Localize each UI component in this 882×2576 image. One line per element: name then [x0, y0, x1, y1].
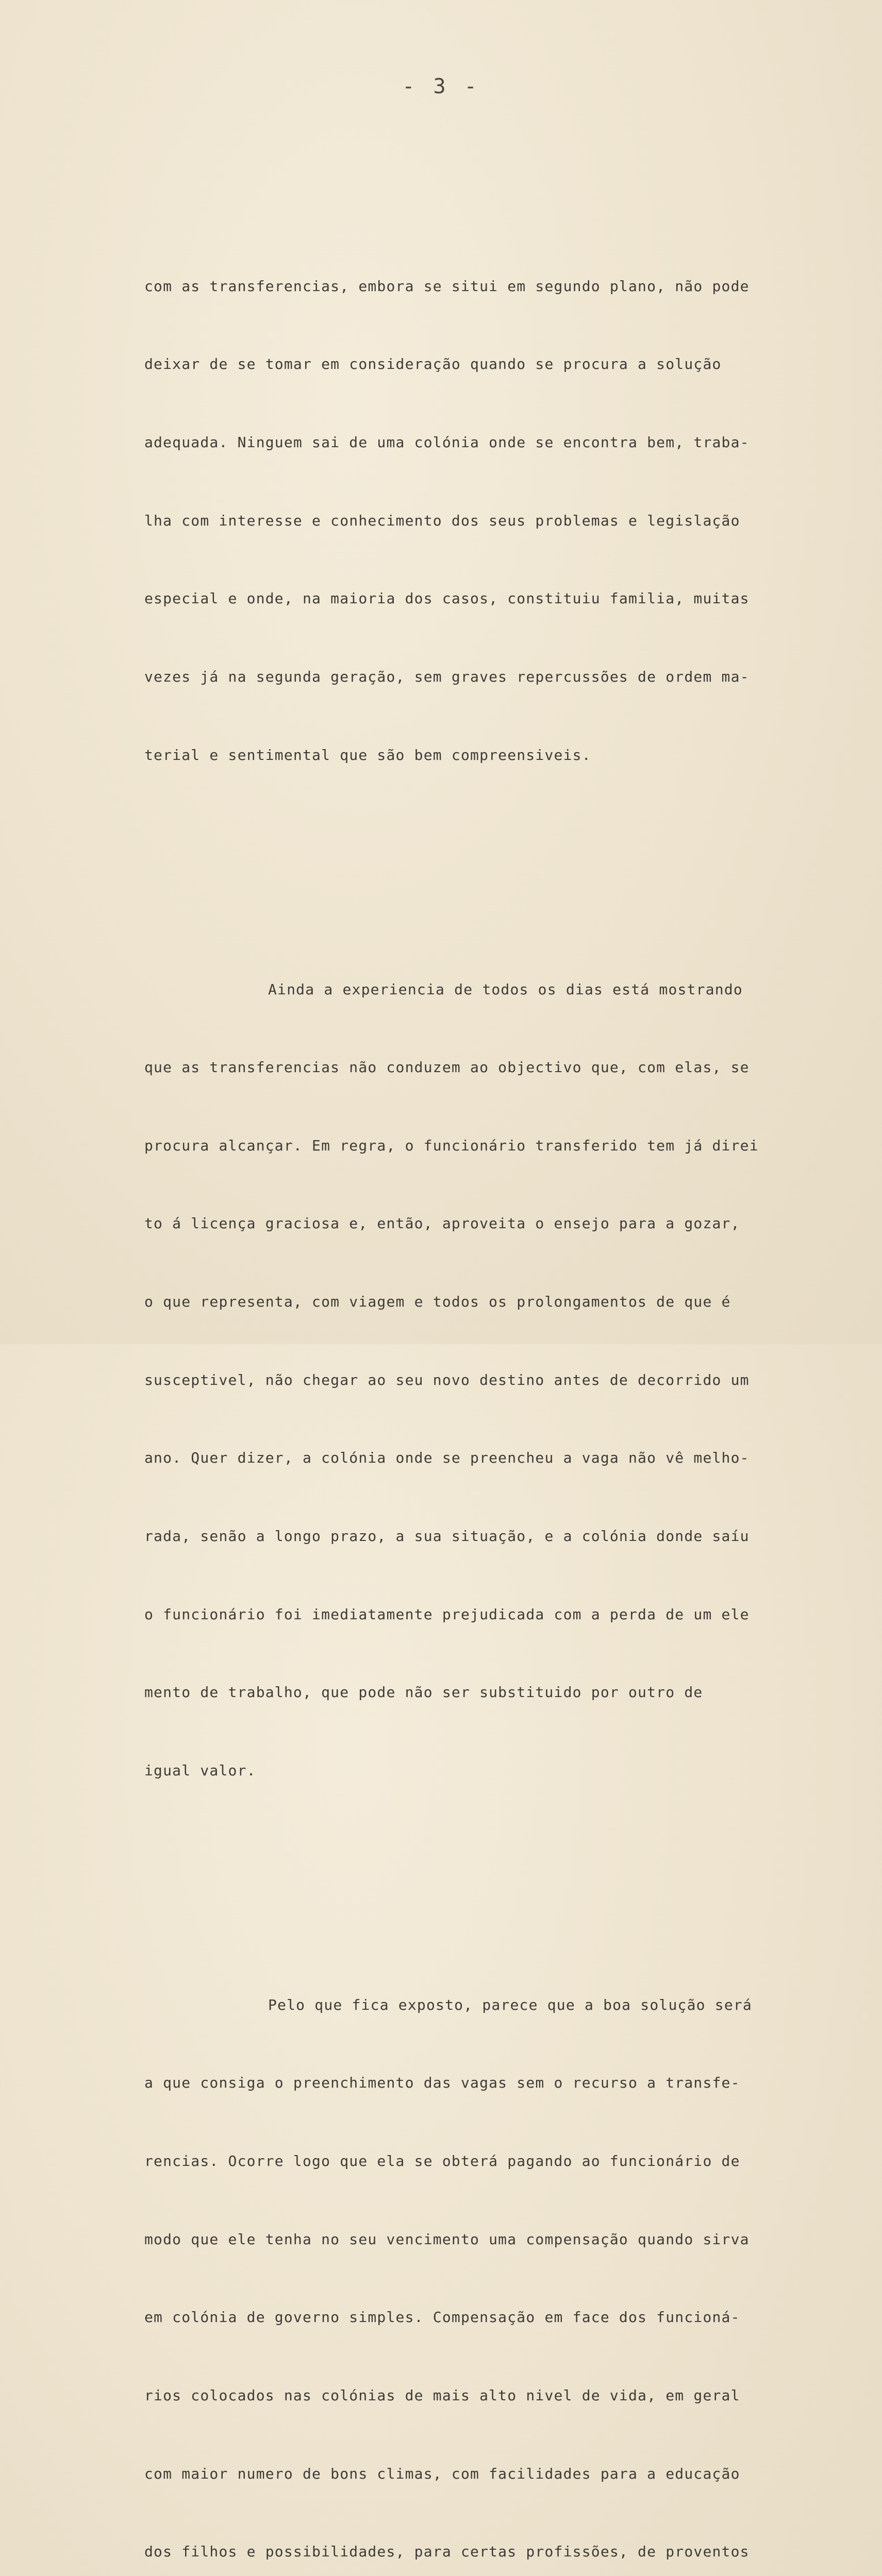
text-line: que as transferencias não conduzem ao objectivo que, com elas, se	[144, 1059, 750, 1076]
text-line: mento de trabalho, que pode não ser substituido por outro de	[144, 1684, 703, 1701]
text-line: o que representa, com viagem e todos os prolongamentos de que é	[144, 1293, 731, 1311]
text-line: rencias. Ocorre logo que ela se obterá pagando ao funcionário de	[144, 2153, 740, 2170]
text-line: modo que ele tenha no seu vencimento uma compensação quando sirva	[144, 2230, 750, 2248]
text-line: procura alcançar. Em regra, o funcionário transferido tem já direi	[144, 1137, 759, 1154]
text-line: lha com interesse e conhecimento dos seus problemas e legislação	[144, 512, 740, 529]
text-line: Ainda a experiencia de todos os dias está mostrando	[268, 980, 743, 998]
text-line: rios colocados nas colónias de mais alto nivel de vida, em geral	[144, 2387, 740, 2404]
text-line: igual valor.	[144, 1761, 256, 1779]
text-line: adequada. Ninguem sai de uma colónia onde se encontra bem, traba-	[144, 434, 750, 451]
paragraph	[144, 1940, 830, 2576]
text-line: o funcionário foi imediatamente prejudicada com a perda de um ele	[144, 1605, 750, 1623]
page-number: - 3 -	[402, 75, 480, 98]
paragraph	[144, 222, 830, 821]
text-line: terial e sentimental que são bem compreensiveis.	[144, 746, 591, 764]
text-line: deixar de se tomar em consideração quando se procura a solução	[144, 355, 722, 373]
text-line: especial e onde, na maioria dos casos, constituiu familia, muitas	[144, 590, 750, 607]
paragraph	[144, 924, 830, 1836]
text-line: rada, senão a longo prazo, a sua situação, e a colónia donde saíu	[144, 1527, 750, 1545]
text-line: susceptivel, não chegar ao seu novo destino antes de decorrido um	[144, 1371, 750, 1388]
text-line: a que consiga o preenchimento das vagas sem o recurso a transfe-	[144, 2074, 740, 2092]
text-line: em colónia de governo simples. Compensação em face dos funcioná-	[144, 2309, 740, 2326]
text-line: vezes já na segunda geração, sem graves repercussões de ordem ma-	[144, 668, 750, 685]
document-body	[144, 143, 830, 2576]
text-line: dos filhos e possibilidades, para certas profissões, de proventos	[144, 2543, 750, 2561]
text-line: com maior numero de bons climas, com facilidades para a educação	[144, 2465, 740, 2482]
text-line: ano. Quer dizer, a colónia onde se preencheu a vaga não vê melho-	[144, 1449, 750, 1467]
text-line: to á licença graciosa e, então, aproveita o ensejo para a gozar,	[144, 1215, 740, 1232]
text-line: Pelo que fica exposto, parece que a boa solução será	[268, 1996, 752, 2013]
text-line: com as transferencias, embora se situi em segundo plano, não pode	[144, 277, 750, 295]
